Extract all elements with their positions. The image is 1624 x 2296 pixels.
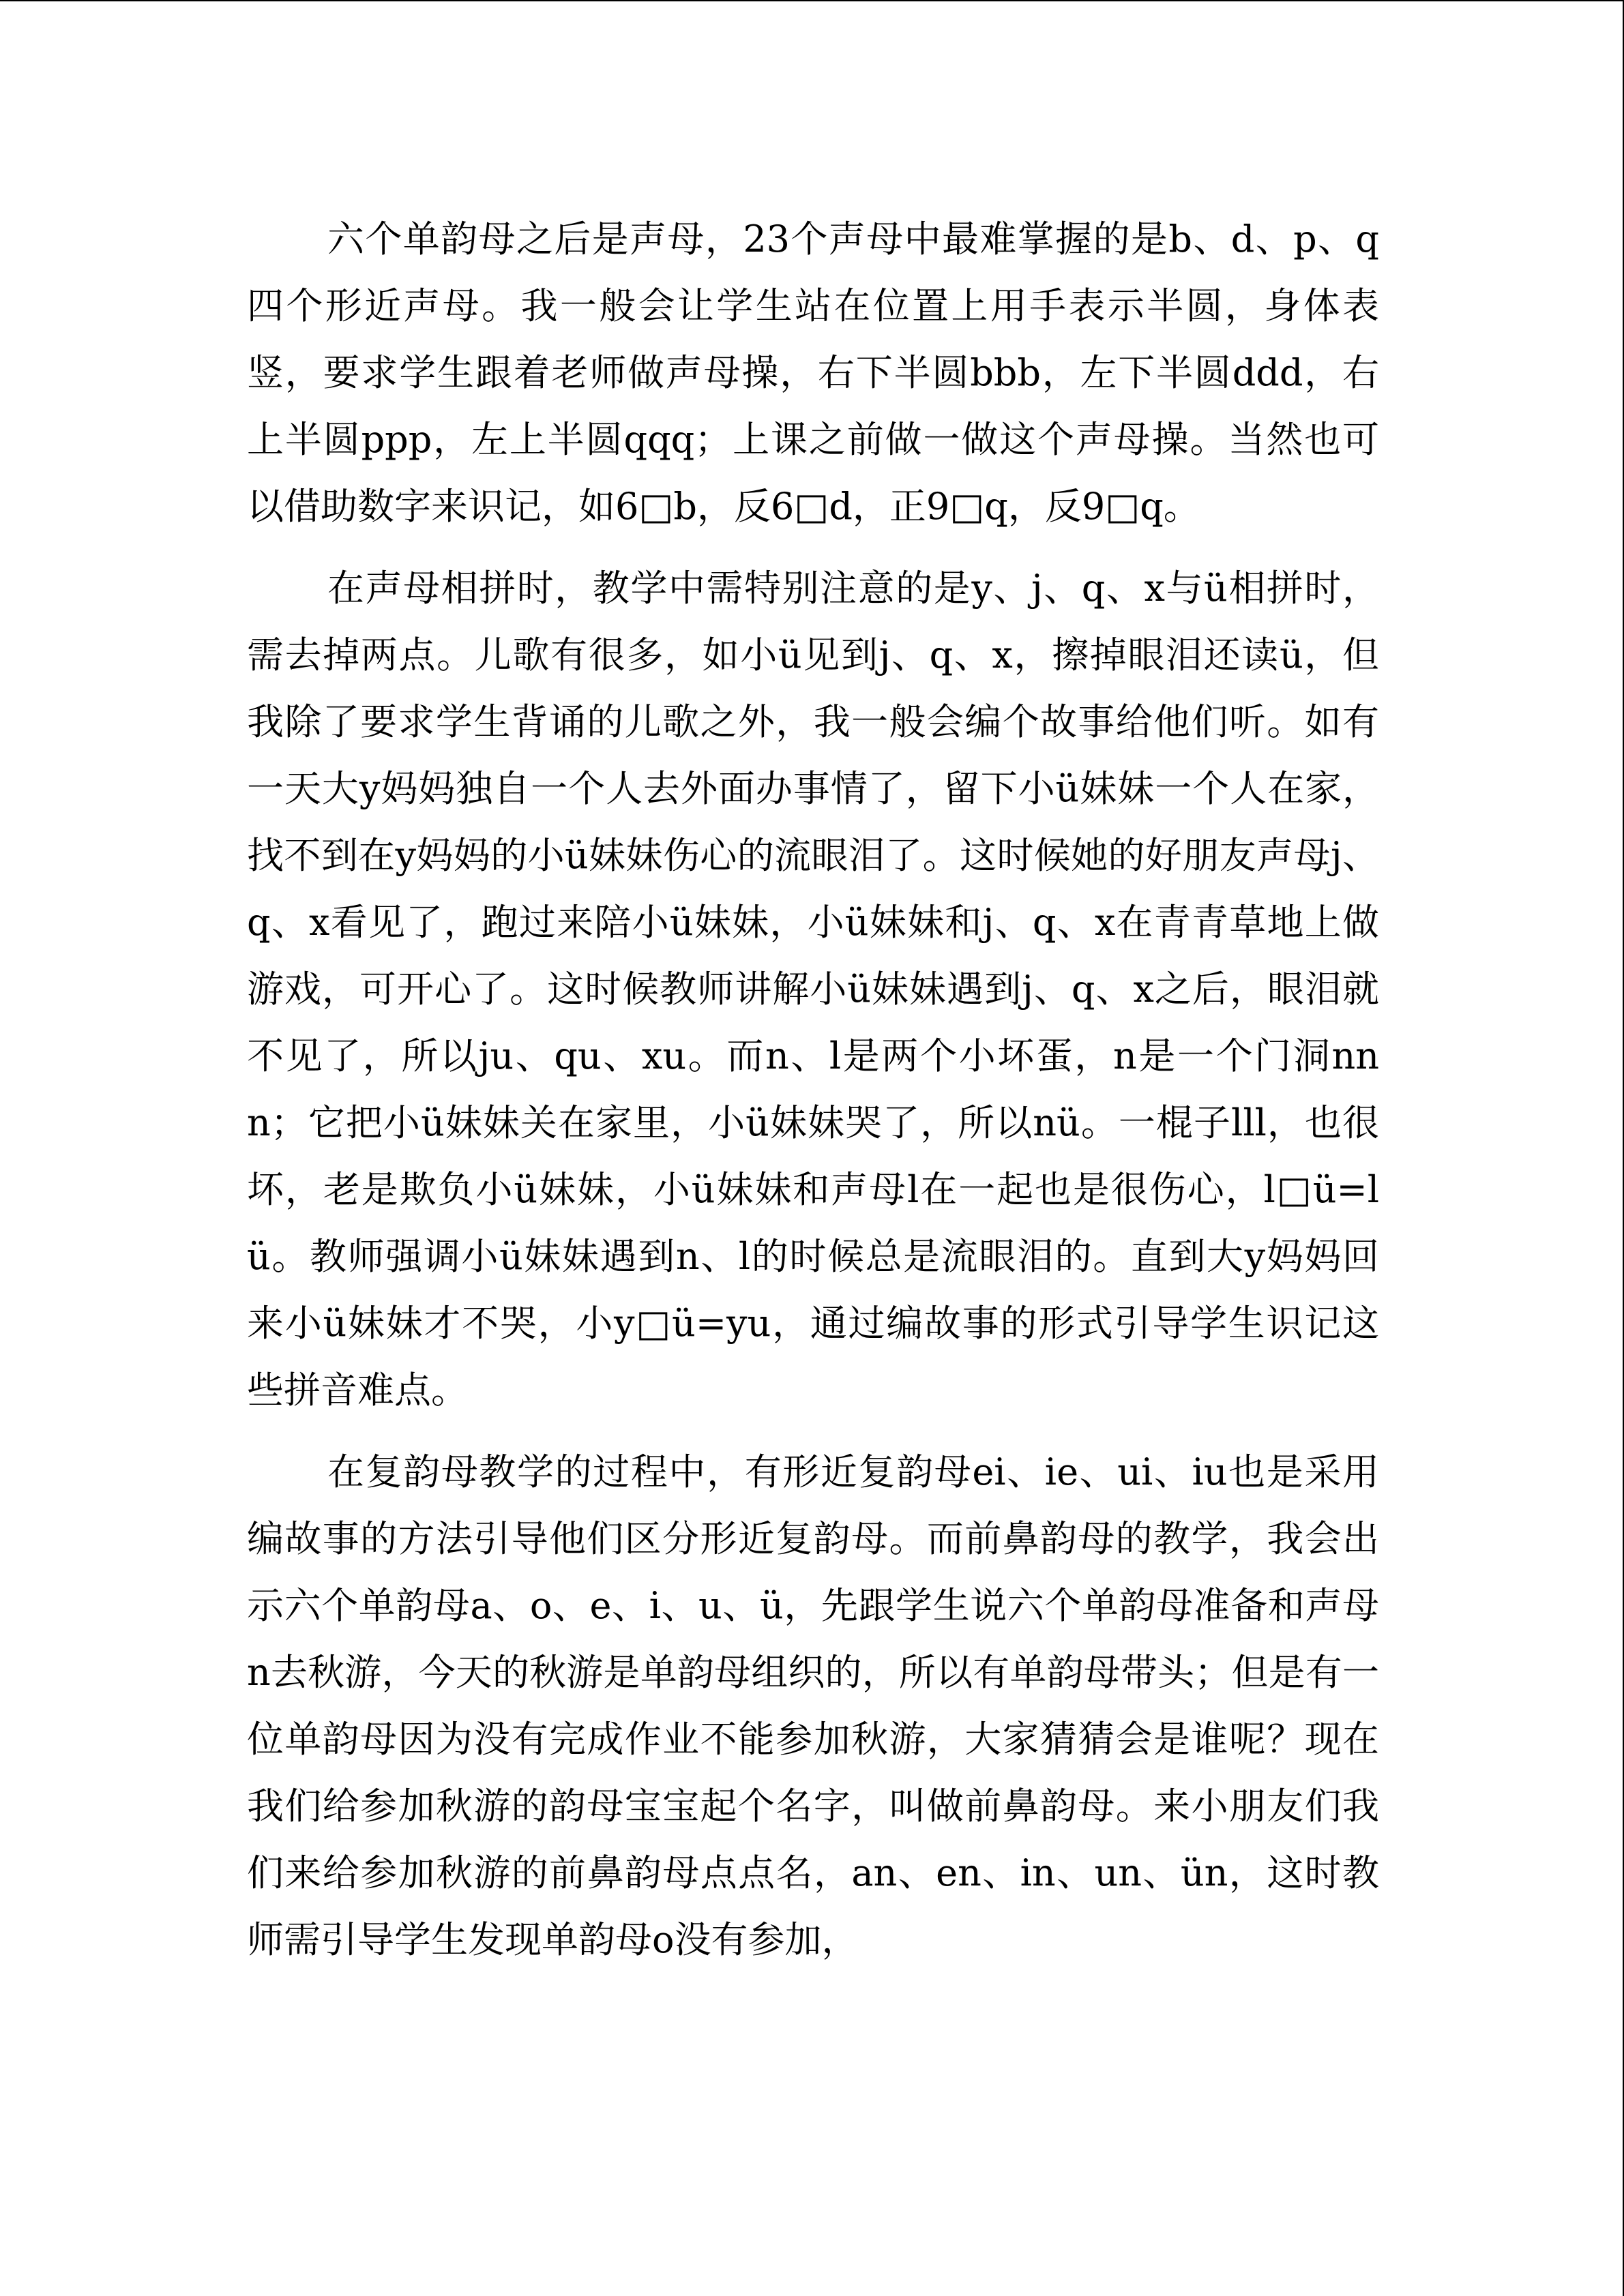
paragraph-initials: 六个单韵母之后是声母，23个声母中最难掌握的是b、d、p、q四个形近声母。我一般会让学生站在位置上用手表示半圆，身体表竖，要求学生跟着老师做声母操，右下半圆bbb，左下半圆ddd，右上半圆ppp，左上半圆qqq；上课之前做一做这个声母操。当然也可以借助数字来识记，如6□b，反6□d，正9□q，反9□q。 xyxy=(247,218,1379,528)
document-body xyxy=(247,206,1379,1988)
paragraph-u-spelling: 在声母相拼时，教学中需特别注意的是y、j、q、x与ü相拼时，需去掉两点。儿歌有很多，如小ü见到j、q、x，擦掉眼泪还读ü，但我除了要求学生背诵的儿歌之外，我一般会编个故事给他们听。如有一天大y妈妈独自一个人去外面办事情了，留下小ü妹妹一个人在家，找不到在y妈妈的小ü妹妹伤心的流眼泪了。这时候她的好朋友声母j、q、x看见了，跑过来陪小ü妹妹，小ü妹妹和j、q、x在青青草地上做游戏，可开心了。这时候教师讲解小ü妹妹遇到j、q、x之后，眼泪就不见了，所以ju、qu、xu。而n、l是两个小坏蛋，n是一个门洞nnn；它把小ü妹妹关在家里，小ü妹妹哭了，所以nü。一棍子lll，也很坏，老是欺负小ü妹妹，小ü妹妹和声母l在一起也是很伤心，l□ü=lü。教师强调小ü妹妹遇到n、l的时候总是流眼泪的。直到大y妈妈回来小ü妹妹才不哭，小y□ü=yu，通过编故事的形式引导学生识记这些拼音难点。 xyxy=(247,567,1379,1412)
paragraph-compound-finals: 在复韵母教学的过程中，有形近复韵母ei、ie、ui、iu也是采用编故事的方法引导他们区分形近复韵母。而前鼻韵母的教学，我会出示六个单韵母a、o、e、i、u、ü，先跟学生说六个单韵母准备和声母n去秋游，今天的秋游是单韵母组织的，所以有单韵母带头；但是有一位单韵母因为没有完成作业不能参加秋游，大家猜猜会是谁呢？现在我们给参加秋游的韵母宝宝起个名字，叫做前鼻韵母。来小朋友们我们来给参加秋游的前鼻韵母点点名，an、en、in、un、ün，这时教师需引导学生发现单韵母o没有参加， xyxy=(247,1450,1379,1961)
